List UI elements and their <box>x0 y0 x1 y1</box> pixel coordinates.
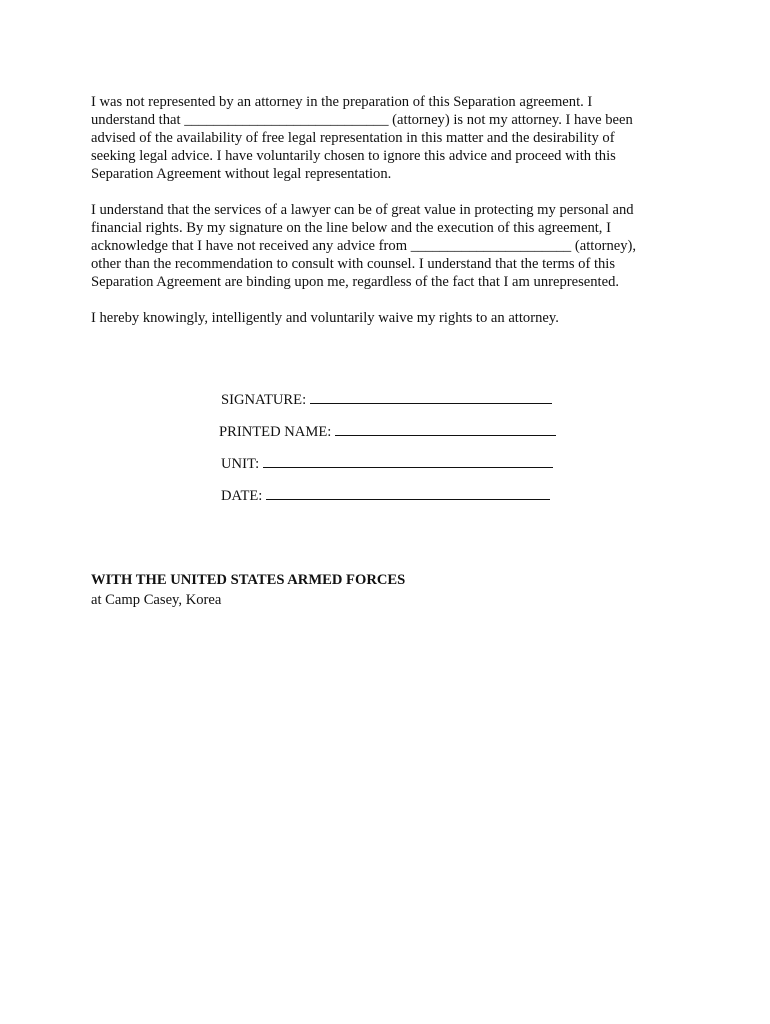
paragraph-line: financial rights. By my signature on the line below and the execution of this agreement, I <box>91 220 611 236</box>
paragraph-line: I understand that the services of a lawyer can be of great value in protecting my personal and <box>91 202 634 218</box>
paragraph-lawyer-value-statement <box>91 201 671 291</box>
paragraph-representation-statement <box>91 93 671 183</box>
paragraph-line: Separation Agreement without legal representation. <box>91 166 392 182</box>
footer-title: WITH THE UNITED STATES ARMED FORCES <box>91 572 406 588</box>
paragraph-line: understand that ____________________________ (attorney) is not my attorney. I have been <box>91 112 633 128</box>
signature-label: SIGNATURE: <box>221 392 307 408</box>
unit-label: UNIT: <box>221 456 260 472</box>
date-label: DATE: <box>221 488 263 504</box>
footer-location: at Camp Casey, Korea <box>91 592 222 608</box>
date-line[interactable] <box>266 486 550 500</box>
paragraph-waiver-statement <box>91 309 671 327</box>
unit-row <box>221 454 553 473</box>
paragraph-line: other than the recommendation to consult with counsel. I understand that the terms of this <box>91 256 616 272</box>
printed-name-line[interactable] <box>335 422 556 436</box>
paragraph-line: I was not represented by an attorney in the preparation of this Separation agreement. I <box>91 94 593 110</box>
paragraph-line: seeking legal advice. I have voluntarily chosen to ignore this advice and proceed with this <box>91 148 616 164</box>
signature-row <box>221 390 552 409</box>
unit-line[interactable] <box>263 454 553 468</box>
paragraph-line: advised of the availability of free legal representation in this matter and the desirability of <box>91 130 615 146</box>
paragraph-line: I hereby knowingly, intelligently and voluntarily waive my rights to an attorney. <box>91 310 559 326</box>
paragraph-line: Separation Agreement are binding upon me, regardless of the fact that I am unrepresented. <box>91 274 620 290</box>
signature-line[interactable] <box>310 390 552 404</box>
printed-name-row <box>219 422 556 441</box>
date-row <box>221 486 550 505</box>
paragraph-line: acknowledge that I have not received any advice from ______________________ (attorney), <box>91 238 637 254</box>
printed-name-label: PRINTED NAME: <box>219 424 332 440</box>
